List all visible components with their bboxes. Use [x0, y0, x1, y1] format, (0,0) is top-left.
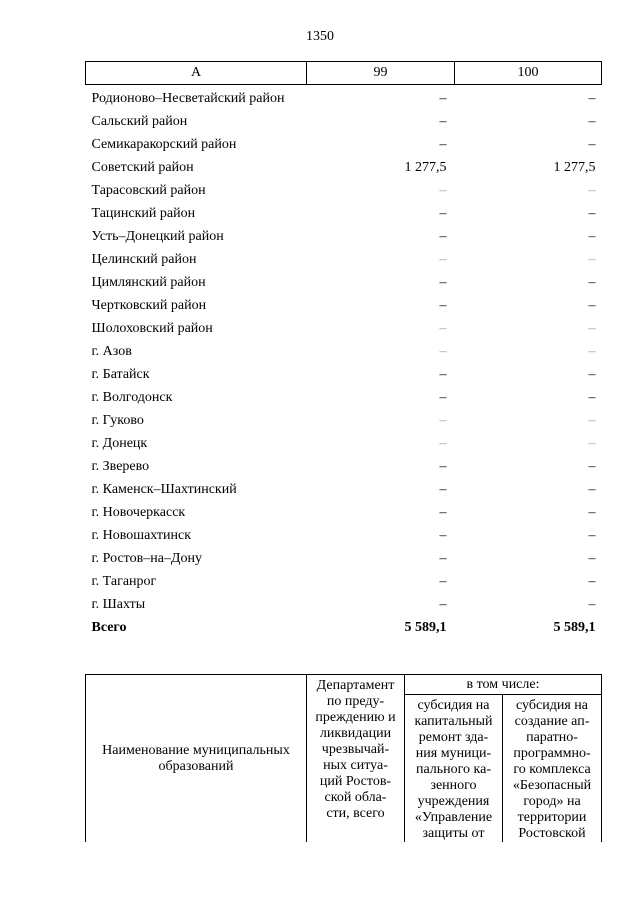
- row-name: Тацинский район: [91, 205, 196, 221]
- row-value-100: –: [588, 251, 596, 267]
- row-value-99: –: [439, 527, 447, 543]
- row-value-99: –: [439, 435, 447, 451]
- row-value-100: –: [588, 274, 596, 290]
- row-name: Цимлянский район: [91, 274, 206, 290]
- row-name: г. Азов: [91, 343, 132, 359]
- row-value-99: –: [439, 412, 447, 428]
- row-name: Целинский район: [91, 251, 197, 267]
- table-row: [86, 363, 602, 386]
- row-value-99: –: [439, 251, 447, 267]
- row-value-99: –: [439, 573, 447, 589]
- table-row: [86, 271, 602, 294]
- row-value-100: –: [588, 136, 596, 152]
- row-value-100: –: [588, 297, 596, 313]
- row-value-100: –: [588, 573, 596, 589]
- row-value-100: –: [588, 504, 596, 520]
- col-header-100: 100: [455, 62, 602, 85]
- table-row: [86, 501, 602, 524]
- row-name: г. Батайск: [91, 366, 150, 382]
- row-value-99: –: [439, 90, 447, 106]
- row-value-99: –: [439, 596, 447, 612]
- row-value-99: –: [439, 550, 447, 566]
- table-row: [86, 386, 602, 409]
- total-row: [86, 616, 602, 639]
- row-value-99: –: [439, 458, 447, 474]
- row-value-100: –: [588, 596, 596, 612]
- row-value-99: –: [439, 366, 447, 382]
- row-value-99: –: [439, 504, 447, 520]
- row-value-99: –: [439, 343, 447, 359]
- header-subsidy-safe-city: субсидия на создание ап- паратно- программно- го комплекса «Безопасный город» на территории Ростовской: [503, 695, 602, 843]
- row-value-99: –: [439, 113, 447, 129]
- page-number: 1350: [306, 29, 334, 44]
- total-label: Всего: [91, 619, 127, 635]
- row-value-100: –: [588, 481, 596, 497]
- data-table-top: [85, 61, 602, 639]
- row-value-100: –: [588, 228, 596, 244]
- row-value-99: –: [439, 389, 447, 405]
- total-value-100: 5 589,1: [553, 619, 596, 635]
- row-value-99: –: [439, 136, 447, 152]
- row-value-99: –: [439, 481, 447, 497]
- header-subsidy-repair: субсидия на капитальный ремонт зда- ния муници- пального ка- зенного учреждения «Управление защиты от: [405, 695, 503, 843]
- table-row: [86, 593, 602, 616]
- table-row: [86, 317, 602, 340]
- row-value-99: 1 277,5: [404, 159, 447, 175]
- row-name: Советский район: [91, 159, 194, 175]
- row-value-100: –: [588, 320, 596, 336]
- row-name: г. Шахты: [91, 596, 146, 612]
- table-header-row: [86, 62, 602, 85]
- row-name: г. Новочеркасск: [91, 504, 186, 520]
- row-value-100: –: [588, 366, 596, 382]
- table-row: [86, 156, 602, 179]
- table-row: [86, 202, 602, 225]
- row-value-100: –: [588, 182, 596, 198]
- row-value-100: –: [588, 527, 596, 543]
- row-value-99: –: [439, 205, 447, 221]
- row-name: Родионово–Несветайский район: [91, 90, 285, 106]
- table-row: [86, 179, 602, 202]
- row-value-99: –: [439, 274, 447, 290]
- row-value-100: –: [588, 412, 596, 428]
- row-name: Семикаракорский район: [91, 136, 237, 152]
- row-value-100: –: [588, 389, 596, 405]
- table-row: [86, 432, 602, 455]
- row-name: г. Гуково: [91, 412, 144, 428]
- header-municipalities: Наименование муниципальных образований: [86, 675, 307, 843]
- row-name: г. Ростов–на–Дону: [91, 550, 202, 566]
- table-row: [86, 340, 602, 363]
- col-header-a: А: [86, 62, 307, 85]
- table-row: [86, 570, 602, 593]
- header-department-total: Департамент по преду- преждению и ликвидации чрезвычай- ных ситуа- ций Ростов- ской обла- сти, всего: [307, 675, 405, 843]
- total-value-99: 5 589,1: [404, 619, 447, 635]
- row-name: г. Донецк: [91, 435, 148, 451]
- row-value-99: –: [439, 182, 447, 198]
- row-name: Усть–Донецкий район: [91, 228, 224, 244]
- table-row: [86, 294, 602, 317]
- row-name: г. Каменск–Шахтинский: [91, 481, 237, 497]
- row-value-99: –: [439, 228, 447, 244]
- table-row: [86, 409, 602, 432]
- row-name: г. Таганрог: [91, 573, 157, 589]
- header-including: в том числе:: [405, 675, 602, 695]
- row-name: г. Волгодонск: [91, 389, 173, 405]
- row-name: г. Новошахтинск: [91, 527, 192, 543]
- row-name: г. Зверево: [91, 458, 150, 474]
- row-value-100: –: [588, 90, 596, 106]
- table-row: [86, 110, 602, 133]
- row-name: Тарасовский район: [91, 182, 206, 198]
- row-name: Шолоховский район: [91, 320, 213, 336]
- table-row: [86, 225, 602, 248]
- row-value-100: –: [588, 458, 596, 474]
- row-name: Чертковский район: [91, 297, 207, 313]
- table-row: [86, 133, 602, 156]
- row-value-100: 1 277,5: [553, 159, 596, 175]
- row-value-100: –: [588, 205, 596, 221]
- table-row: [86, 524, 602, 547]
- row-value-100: –: [588, 550, 596, 566]
- table-row: [86, 478, 602, 501]
- table-row: [86, 248, 602, 271]
- row-value-100: –: [588, 435, 596, 451]
- row-value-100: –: [588, 113, 596, 129]
- table-row: [86, 85, 602, 111]
- data-table-bottom: [85, 674, 602, 842]
- row-value-100: –: [588, 343, 596, 359]
- row-name: Сальский район: [91, 113, 188, 129]
- table-row: [86, 547, 602, 570]
- table-row: [86, 455, 602, 478]
- col-header-99: 99: [307, 62, 455, 85]
- row-value-99: –: [439, 320, 447, 336]
- row-value-99: –: [439, 297, 447, 313]
